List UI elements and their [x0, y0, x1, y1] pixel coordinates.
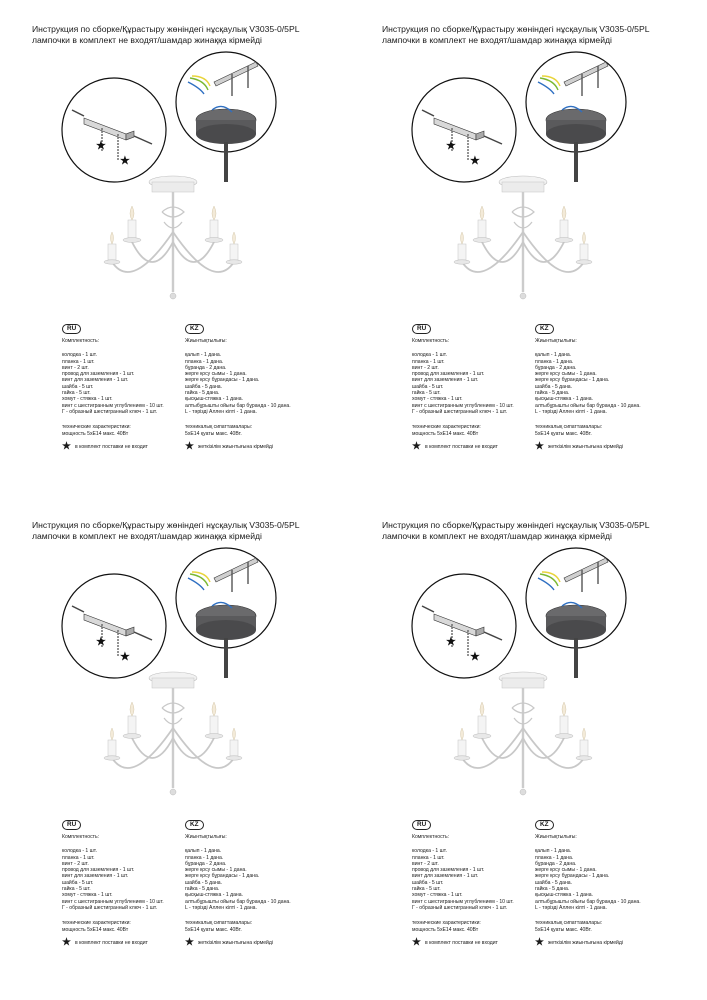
list-item: колодка - 1 шт.	[412, 848, 447, 855]
list-item: шайба - 5 шт.	[62, 383, 94, 390]
list-item: L - тәрізді Аллен кілті - 1 дана.	[535, 408, 607, 415]
ru-heading: Комплектность:	[62, 834, 100, 840]
list-item: Г - образный шестигранный ключ - 1 шт.	[62, 904, 158, 911]
kz-tech-heading: техникалық сипаттамалары:	[185, 424, 253, 431]
ru-heading: Комплектность:	[412, 834, 450, 840]
list-item: Г - образный шестигранный ключ - 1 шт.	[62, 408, 158, 415]
list-item: планка - 1 шт.	[412, 854, 445, 861]
sheet-subtitle: лампочки в комплект не входят/шамдар жинаққа кірмейді	[382, 531, 612, 541]
instruction-sheet-4	[382, 520, 707, 1000]
list-item: хомут - стяжка - 1 шт.	[62, 396, 113, 403]
ru-column	[412, 324, 514, 451]
list-item: алтыбұрышты ойығы бар бұранда - 10 дана.	[185, 898, 291, 905]
sheet-title: Инструкция по сборке/Құрастыру жөніндегі нұсқаулық V3035-0/5PL	[382, 24, 650, 34]
list-item: провод для заземления - 1 шт.	[62, 867, 135, 874]
list-item: гайка - 5 дана.	[535, 886, 570, 893]
list-item: шайба - 5 шт.	[412, 383, 444, 390]
list-item: колодка - 1 шт.	[62, 352, 97, 359]
list-item: гайка - 5 шт.	[62, 390, 91, 397]
list-item: қысқыш-стяжка - 1 дана.	[185, 396, 243, 403]
mounting-bracket-diagram	[60, 572, 168, 680]
list-item: винт - 2 шт.	[62, 364, 89, 371]
list-item: хомут - стяжка - 1 шт.	[412, 892, 463, 899]
kz-items	[185, 352, 291, 415]
list-item: планка - 1 шт.	[412, 358, 445, 365]
ru-tech-value: мощность 5хЕ14 макс. 40Вт	[412, 430, 479, 437]
list-item: колодка - 1 шт.	[412, 352, 447, 359]
list-item: жерге қосу сымы - 1 дана.	[535, 867, 597, 874]
star-icon: ★	[412, 440, 421, 452]
ru-note-text: в комплект поставки не входит	[74, 443, 148, 450]
ru-items	[412, 848, 514, 911]
kz-heading: Жиынтықтылығы:	[535, 338, 577, 344]
kz-column	[535, 820, 641, 947]
chandelier-illustration	[92, 668, 254, 820]
canopy-wiring-diagram	[174, 546, 278, 680]
list-item: гайка - 5 шт.	[412, 390, 441, 397]
list-item: винт - 2 шт.	[412, 860, 439, 867]
kz-column	[185, 820, 291, 947]
ru-note-text: в комплект поставки не входит	[424, 443, 498, 450]
ru-badge: RU	[62, 324, 81, 334]
kz-badge: KZ	[535, 324, 554, 334]
list-item: қысқыш-стяжка - 1 дана.	[535, 396, 593, 403]
list-item: планка - 1 дана.	[185, 358, 224, 365]
sheet-subtitle: лампочки в комплект не входят/шамдар жинаққа кірмейді	[32, 35, 262, 45]
kz-note	[185, 936, 291, 948]
list-item: алтыбұрышты ойығы бар бұранда - 10 дана.	[185, 402, 291, 409]
star-icon: ★	[96, 636, 106, 648]
kz-note	[535, 936, 641, 948]
list-item: винт для заземления - 1 шт.	[412, 873, 479, 880]
ru-note	[412, 440, 514, 452]
list-item: винт - 2 шт.	[62, 860, 89, 867]
canopy-wiring-diagram	[174, 50, 278, 184]
star-icon: ★	[185, 936, 194, 948]
kz-tech-heading: техникалық сипаттамалары:	[535, 920, 603, 927]
kz-tech-heading: техникалық сипаттамалары:	[535, 424, 603, 431]
ru-note-text: в комплект поставки не входит	[74, 939, 148, 946]
kz-badge: KZ	[535, 820, 554, 830]
sheet-title: Инструкция по сборке/Құрастыру жөніндегі нұсқаулық V3035-0/5PL	[32, 520, 300, 530]
canopy-wiring-diagram	[524, 50, 628, 184]
list-item: винт для заземления - 1 шт.	[62, 873, 129, 880]
list-item: винт с шестигранным углублением - 10 шт.	[62, 402, 164, 409]
ru-items	[62, 848, 164, 911]
list-item: винт с шестигранным углублением - 10 шт.	[412, 402, 514, 409]
kz-heading: Жиынтықтылығы:	[185, 834, 227, 840]
list-item: қалып - 1 дана.	[535, 848, 572, 855]
list-item: винт - 2 шт.	[412, 364, 439, 371]
star-icon: ★	[535, 936, 544, 948]
list-item: қысқыш-стяжка - 1 дана.	[535, 892, 593, 899]
list-item: алтыбұрышты ойығы бар бұранда - 10 дана.	[535, 898, 641, 905]
ru-column	[412, 820, 514, 947]
star-icon: ★	[470, 651, 480, 663]
kz-tech-heading: техникалық сипаттамалары:	[185, 920, 253, 927]
list-item: планка - 1 дана.	[185, 854, 224, 861]
list-item: бұранда - 2 дана.	[535, 860, 577, 867]
ru-tech-value: мощность 5хЕ14 макс. 40Вт	[412, 926, 479, 933]
ru-badge: RU	[412, 324, 431, 334]
list-item: провод для заземления - 1 шт.	[412, 867, 485, 874]
kz-note-text: жеткізілім жиынтығына кірмейді	[197, 443, 273, 450]
list-item: колодка - 1 шт.	[62, 848, 97, 855]
sheet-subtitle: лампочки в комплект не входят/шамдар жинаққа кірмейді	[32, 531, 262, 541]
star-icon: ★	[446, 636, 456, 648]
star-icon: ★	[412, 936, 421, 948]
instruction-sheet-2	[382, 24, 707, 504]
list-item: шайба - 5 дана.	[185, 879, 223, 886]
kz-badge: KZ	[185, 324, 204, 334]
list-item: гайка - 5 дана.	[535, 390, 570, 397]
list-item: хомут - стяжка - 1 шт.	[412, 396, 463, 403]
star-icon: ★	[470, 155, 480, 167]
kz-note	[535, 440, 641, 452]
ru-badge: RU	[62, 820, 81, 830]
list-item: бұранда - 2 дана.	[185, 860, 227, 867]
canopy-wiring-diagram	[524, 546, 628, 680]
kz-items	[535, 352, 641, 415]
list-item: L - тәрізді Аллен кілті - 1 дана.	[185, 904, 257, 911]
ru-column	[62, 820, 164, 947]
list-item: винт с шестигранным углублением - 10 шт.	[62, 898, 164, 905]
kz-tech-value: 5хЕ14 қуаты макс. 40Вт.	[535, 926, 592, 933]
list-item: L - тәрізді Аллен кілті - 1 дана.	[185, 408, 257, 415]
star-icon: ★	[535, 440, 544, 452]
mounting-bracket-diagram	[60, 76, 168, 184]
list-item: планка - 1 шт.	[62, 854, 95, 861]
list-item: жерге қосу бұрандасы - 1 дана.	[535, 873, 610, 880]
kz-note-text: жеткізілім жиынтығына кірмейді	[547, 443, 623, 450]
kz-column	[535, 324, 641, 451]
ru-tech-heading: технические характеристики:	[62, 424, 131, 431]
list-item: гайка - 5 дана.	[185, 886, 220, 893]
list-item: провод для заземления - 1 шт.	[62, 371, 135, 378]
mounting-bracket-diagram	[410, 572, 518, 680]
list-item: шайба - 5 дана.	[535, 383, 573, 390]
list-item: қысқыш-стяжка - 1 дана.	[185, 892, 243, 899]
kz-tech-value: 5хЕ14 қуаты макс. 40Вт.	[185, 926, 242, 933]
chandelier-illustration	[442, 172, 604, 324]
list-item: гайка - 5 дана.	[185, 390, 220, 397]
kz-items	[185, 848, 291, 911]
ru-note	[412, 936, 514, 948]
list-item: шайба - 5 шт.	[412, 879, 444, 886]
star-icon: ★	[185, 440, 194, 452]
ru-note	[62, 936, 164, 948]
kz-note-text: жеткізілім жиынтығына кірмейді	[197, 939, 273, 946]
list-item: қалып - 1 дана.	[185, 848, 222, 855]
list-item: планка - 1 дана.	[535, 358, 574, 365]
list-item: қалып - 1 дана.	[185, 352, 222, 359]
kz-tech-value: 5хЕ14 қуаты макс. 40Вт.	[535, 430, 592, 437]
list-item: бұранда - 2 дана.	[535, 364, 577, 371]
list-item: хомут - стяжка - 1 шт.	[62, 892, 113, 899]
list-item: провод для заземления - 1 шт.	[412, 371, 485, 378]
list-item: шайба - 5 дана.	[185, 383, 223, 390]
instruction-sheet-1	[32, 24, 372, 504]
sheet-title: Инструкция по сборке/Құрастыру жөніндегі нұсқаулық V3035-0/5PL	[382, 520, 650, 530]
list-item: винт для заземления - 1 шт.	[412, 377, 479, 384]
kz-tech-value: 5хЕ14 қуаты макс. 40Вт.	[185, 430, 242, 437]
sheet-subtitle: лампочки в комплект не входят/шамдар жинаққа кірмейді	[382, 35, 612, 45]
ru-tech-heading: технические характеристики:	[412, 920, 481, 927]
ru-tech-heading: технические характеристики:	[412, 424, 481, 431]
ru-heading: Комплектность:	[412, 338, 450, 344]
list-item: гайка - 5 шт.	[62, 886, 91, 893]
mounting-bracket-diagram	[410, 76, 518, 184]
list-item: шайба - 5 дана.	[535, 879, 573, 886]
star-icon: ★	[446, 140, 456, 152]
ru-column	[62, 324, 164, 451]
list-item: жерге қосу бұрандасы - 1 дана.	[535, 377, 610, 384]
ru-items	[412, 352, 514, 415]
list-item: бұранда - 2 дана.	[185, 364, 227, 371]
list-item: планка - 1 шт.	[62, 358, 95, 365]
list-item: алтыбұрышты ойығы бар бұранда - 10 дана.	[535, 402, 641, 409]
ru-tech-value: мощность 5хЕ14 макс. 40Вт	[62, 430, 129, 437]
list-item: винт с шестигранным углублением - 10 шт.	[412, 898, 514, 905]
kz-items	[535, 848, 641, 911]
list-item: гайка - 5 шт.	[412, 886, 441, 893]
chandelier-illustration	[442, 668, 604, 820]
list-item: планка - 1 дана.	[535, 854, 574, 861]
star-icon: ★	[62, 936, 71, 948]
chandelier-illustration	[92, 172, 254, 324]
list-item: жерге қосу сымы - 1 дана.	[185, 867, 247, 874]
list-item: Г - образный шестигранный ключ - 1 шт.	[412, 408, 508, 415]
ru-note	[62, 440, 164, 452]
ru-tech-value: мощность 5хЕ14 макс. 40Вт	[62, 926, 129, 933]
ru-note-text: в комплект поставки не входит	[424, 939, 498, 946]
list-item: шайба - 5 шт.	[62, 879, 94, 886]
kz-column	[185, 324, 291, 451]
kz-note-text: жеткізілім жиынтығына кірмейді	[547, 939, 623, 946]
sheet-title: Инструкция по сборке/Құрастыру жөніндегі нұсқаулық V3035-0/5PL	[32, 24, 300, 34]
list-item: Г - образный шестигранный ключ - 1 шт.	[412, 904, 508, 911]
kz-badge: KZ	[185, 820, 204, 830]
kz-heading: Жиынтықтылығы:	[185, 338, 227, 344]
star-icon: ★	[120, 155, 130, 167]
ru-badge: RU	[412, 820, 431, 830]
star-icon: ★	[120, 651, 130, 663]
kz-note	[185, 440, 291, 452]
list-item: жерге қосу сымы - 1 дана.	[535, 371, 597, 378]
list-item: жерге қосу бұрандасы - 1 дана.	[185, 377, 260, 384]
star-icon: ★	[62, 440, 71, 452]
ru-tech-heading: технические характеристики:	[62, 920, 131, 927]
ru-items	[62, 352, 164, 415]
list-item: L - тәрізді Аллен кілті - 1 дана.	[535, 904, 607, 911]
list-item: жерге қосу бұрандасы - 1 дана.	[185, 873, 260, 880]
ru-heading: Комплектность:	[62, 338, 100, 344]
instruction-sheet-3	[32, 520, 372, 1000]
list-item: жерге қосу сымы - 1 дана.	[185, 371, 247, 378]
kz-heading: Жиынтықтылығы:	[535, 834, 577, 840]
list-item: винт для заземления - 1 шт.	[62, 377, 129, 384]
star-icon: ★	[96, 140, 106, 152]
list-item: қалып - 1 дана.	[535, 352, 572, 359]
